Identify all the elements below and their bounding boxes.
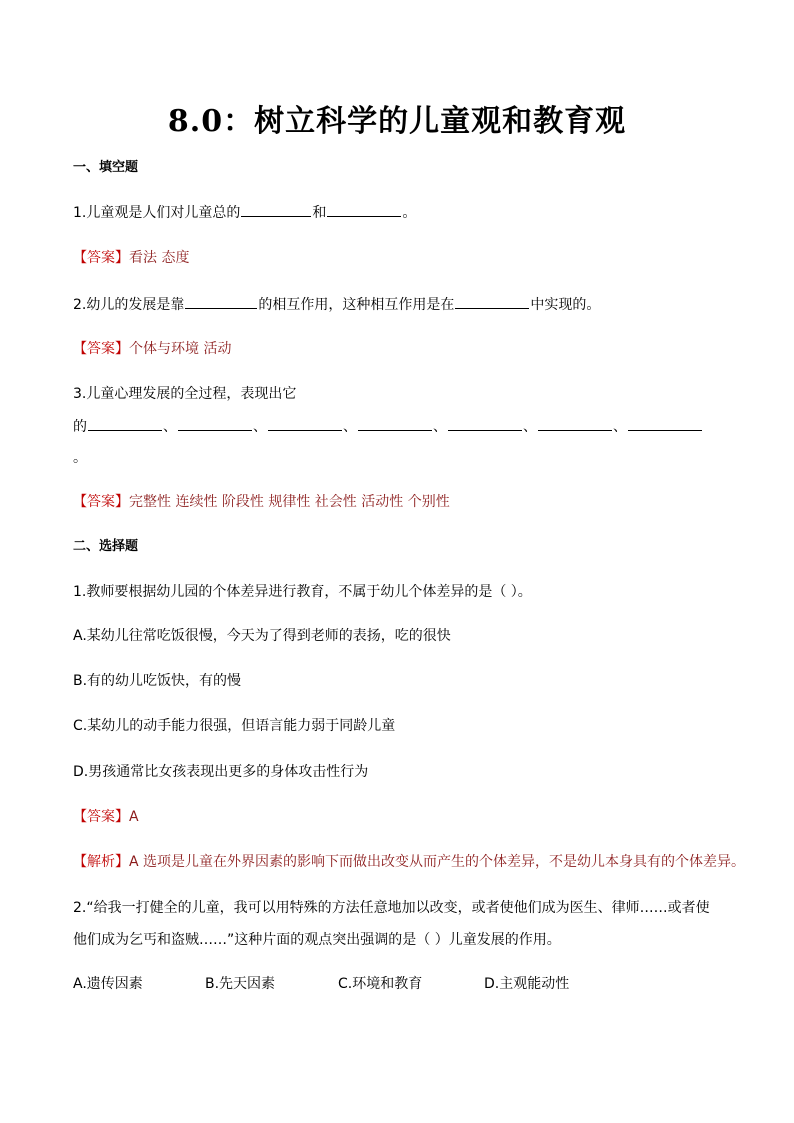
- answer-3: [73, 492, 450, 512]
- answer-blank: [538, 416, 612, 431]
- analysis-text: A 选项是儿童在外界因素的影响下而做出改变从而产生的个体差异，不是幼儿本身具有的个体差异。: [129, 854, 746, 870]
- separator: 、: [343, 419, 357, 435]
- answer-blank: [88, 416, 162, 431]
- question-text: 1.儿童观是人们对儿童总的: [73, 205, 241, 221]
- answer-blank: [455, 294, 529, 309]
- answer-blank: [358, 416, 432, 431]
- answer-text: 个体与环境 活动: [129, 341, 232, 357]
- question-text: 中实现的。: [530, 297, 601, 313]
- question-text: 2.幼儿的发展是靠: [73, 297, 185, 313]
- page-title: 8.0：树立科学的儿童观和教育观: [167, 104, 627, 139]
- answer-blank: [268, 416, 342, 431]
- separator: 、: [523, 419, 537, 435]
- answer-blank: [628, 416, 702, 431]
- mc-option-a: A.某幼儿往常吃饭很慢，今天为了得到老师的表扬，吃的很快: [73, 628, 451, 644]
- answer-blank: [327, 202, 401, 217]
- mc-analysis-1: [73, 852, 745, 872]
- analysis-tag: 【解析】: [73, 854, 129, 870]
- answer-text: A: [129, 809, 139, 825]
- mc-answer-1: [73, 807, 139, 827]
- question-text: 的: [73, 419, 87, 435]
- mc2-option-d: D.主观能动性: [484, 976, 570, 992]
- answer-2: [73, 339, 231, 359]
- mc-question-2-stem-line-1: 2.“给我一打健全的儿童，我可以用特殊的方法任意地加以改变，或者使他们成为医生、律师……或者使: [73, 900, 710, 916]
- section-heading-multiple-choice: 二、选择题: [73, 539, 139, 554]
- answer-blank: [241, 202, 311, 217]
- answer-blank: [185, 294, 257, 309]
- answer-tag: 【答案】: [73, 494, 129, 510]
- mc-option-b: B.有的幼儿吃饭快，有的慢: [73, 673, 242, 689]
- mc2-option-c: C.环境和教育: [338, 976, 423, 992]
- mc2-option-b: B.先天因素: [205, 976, 276, 992]
- answer-tag: 【答案】: [73, 250, 129, 266]
- separator: 、: [433, 419, 447, 435]
- section-heading-fill-in: 一、填空题: [73, 160, 139, 175]
- question-text: 和: [312, 205, 327, 221]
- answer-blank: [178, 416, 252, 431]
- question-3-line-3: 。: [73, 450, 87, 466]
- mc-question-2-stem-line-2: 他们成为乞丐和盗贼……”这种片面的观点突出强调的是（ ）儿童发展的作用。: [73, 932, 561, 948]
- separator: 、: [163, 419, 177, 435]
- question-2: [73, 294, 600, 315]
- question-text: 。: [402, 205, 417, 221]
- answer-tag: 【答案】: [73, 809, 129, 825]
- separator: 、: [613, 419, 627, 435]
- question-3-line-2: [73, 416, 703, 437]
- question-3-line-1: 3.儿童心理发展的全过程，表现出它: [73, 386, 297, 402]
- separator: 、: [253, 419, 267, 435]
- mc-option-d: D.男孩通常比女孩表现出更多的身体攻击性行为: [73, 764, 369, 780]
- question-1: [73, 202, 416, 223]
- answer-text: 完整性 连续性 阶段性 规律性 社会性 活动性 个别性: [129, 494, 450, 510]
- answer-blank: [448, 416, 522, 431]
- mc-option-c: C.某幼儿的动手能力很强，但语言能力弱于同龄儿童: [73, 718, 396, 734]
- question-text: 的相互作用，这种相互作用是在: [258, 297, 455, 313]
- answer-text: 看法 态度: [129, 250, 190, 266]
- mc-question-1-stem: 1.教师要根据幼儿园的个体差异进行教育，不属于幼儿个体差异的是（ ）。: [73, 584, 532, 600]
- answer-tag: 【答案】: [73, 341, 129, 357]
- mc2-option-a: A.遗传因素: [73, 976, 143, 992]
- answer-1: [73, 248, 189, 268]
